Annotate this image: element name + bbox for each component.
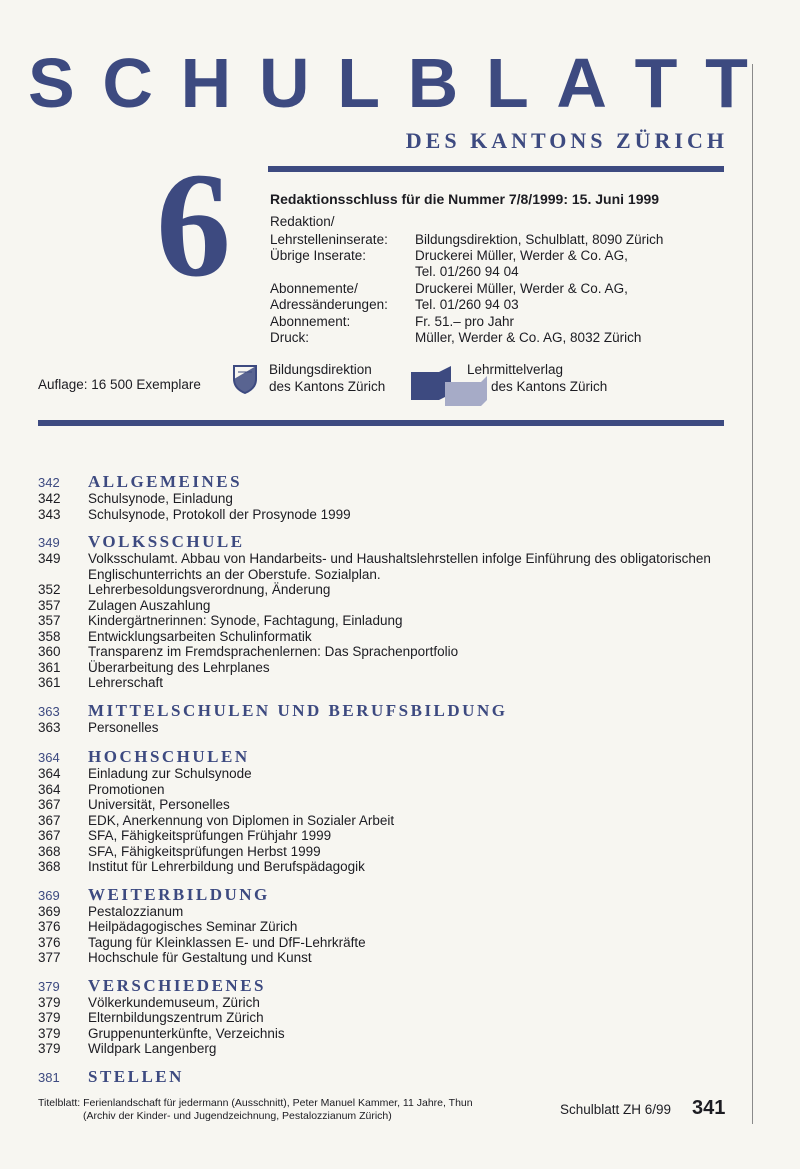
toc-entry[interactable] (38, 720, 758, 736)
toc-section-title: MITTELSCHULEN UND BERUFSBILDUNG (88, 700, 508, 720)
masthead-letter: H (180, 44, 232, 122)
journal-ref: Schulblatt ZH 6/99 (560, 1102, 672, 1117)
masthead-letter: C (102, 44, 153, 122)
table-of-contents (38, 472, 758, 1092)
toc-section-page: 381 (38, 1069, 60, 1085)
toc-section-title: VOLKSSCHULE (88, 532, 245, 551)
toc-entry-page: 379 (38, 1010, 61, 1025)
info-label: Abonnement: (270, 314, 351, 329)
info-value: Tel. 01/260 94 04 (415, 264, 519, 279)
toc-entry[interactable] (38, 904, 758, 920)
logo-line: Lehrmittelverlag (467, 362, 564, 377)
toc-entry-title: Elternbildungszentrum Zürich (88, 1010, 264, 1025)
toc-section-page: 369 (38, 887, 60, 903)
toc-entry[interactable] (38, 950, 758, 966)
toc-entry[interactable] (38, 859, 758, 875)
toc-entry-page: 343 (38, 506, 61, 522)
toc-entry-page: 379 (38, 994, 61, 1010)
toc-section (38, 976, 758, 1057)
toc-entry-page: 364 (38, 766, 61, 781)
toc-entry[interactable] (38, 644, 758, 660)
toc-entry-title: Gruppenunterkünfte, Verzeichnis (88, 1025, 285, 1041)
toc-entry[interactable] (38, 935, 758, 951)
toc-section-header[interactable] (38, 472, 758, 491)
info-label: Druck: (270, 330, 310, 345)
toc-entry[interactable] (38, 660, 758, 676)
toc-entry-page: 349 (38, 551, 61, 566)
toc-entry-page: 357 (38, 613, 61, 628)
info-label: Übrige Inserate: (270, 248, 367, 263)
info-label: Adressänderungen: (270, 297, 388, 312)
info-value: Müller, Werder & Co. AG, 8032 Zürich (415, 330, 642, 345)
toc-entry-title: Überarbeitung des Lehrplanes (88, 659, 270, 675)
toc-entry-page: 367 (38, 828, 61, 843)
toc-entry[interactable] (38, 629, 758, 645)
masthead-letter: T (634, 44, 678, 122)
toc-section-title: VERSCHIEDENES (88, 975, 266, 995)
cover-caption (38, 1097, 473, 1123)
toc-entry[interactable] (38, 844, 758, 860)
toc-entry-page: 368 (38, 843, 61, 859)
toc-entry-page: 342 (38, 491, 61, 506)
toc-section-title: ALLGEMEINES (88, 472, 243, 491)
masthead-letter: A (556, 44, 607, 122)
toc-entry-page: 363 (38, 719, 61, 735)
toc-section (38, 472, 758, 522)
toc-entry-page: 361 (38, 659, 61, 675)
logo-line: des Kantons Zürich (269, 379, 386, 394)
toc-section-title: STELLEN (88, 1066, 184, 1086)
masthead-letter: S (28, 44, 75, 122)
toc-section-page: 349 (38, 535, 60, 550)
toc-entry-title: SFA, Fähigkeitsprüfungen Frühjahr 1999 (88, 828, 332, 843)
masthead-letter: L (485, 44, 529, 122)
toc-entry-page: 357 (38, 597, 61, 613)
toc-entry[interactable] (38, 551, 758, 582)
toc-entry[interactable] (38, 766, 758, 782)
toc-entry-title: Tagung für Kleinklassen E- und DfF-Lehrkräfte (88, 934, 366, 950)
caption-line: Titelblatt: Ferienlandschaft für jedermann (Ausschnitt), Peter Manuel Kammer, 11 Jahre, Thun (38, 1097, 473, 1109)
top-divider (268, 166, 724, 172)
toc-entry-title: Universität, Personelles (88, 797, 230, 812)
toc-entry-title: Transparenz im Fremdsprachenlernen: Das Sprachenportfolio (88, 644, 459, 659)
toc-section (38, 747, 758, 875)
toc-entry[interactable] (38, 613, 758, 629)
toc-section-header[interactable] (38, 701, 758, 720)
canton-shield-icon (232, 364, 258, 399)
toc-entry-title: Entwicklungsarbeiten Schulinformatik (88, 628, 312, 644)
toc-entry[interactable] (38, 491, 758, 507)
toc-entry-title: Personelles (88, 719, 159, 735)
toc-entry-title: Wildpark Langenberg (88, 1041, 217, 1056)
masthead-letter: B (407, 44, 459, 122)
toc-section-header[interactable] (38, 976, 758, 995)
toc-entry-title: Zulagen Auszahlung (88, 597, 211, 613)
toc-entry-page: 368 (38, 859, 61, 874)
masthead-letter: U (258, 44, 310, 122)
toc-section-page: 364 (38, 750, 60, 765)
toc-entry-title: Kindergärtnerinnen: Synode, Fachtagung, Einladung (88, 613, 403, 628)
info-label: Abonnemente/ (270, 281, 358, 296)
toc-entry[interactable] (38, 782, 758, 798)
toc-entry-page: 379 (38, 1041, 61, 1056)
toc-entry-title: Institut für Lehrerbildung und Berufspädagogik (88, 859, 365, 874)
toc-section (38, 1067, 758, 1086)
toc-entry[interactable] (38, 1026, 758, 1042)
info-value: Tel. 01/260 94 03 (415, 297, 519, 312)
issue-number: 6 (156, 142, 231, 308)
toc-entry-title: Einladung zur Schulsynode (88, 766, 252, 781)
toc-entry[interactable] (38, 507, 758, 523)
toc-entry-title: Promotionen (88, 781, 165, 797)
toc-section-page: 363 (38, 703, 60, 719)
masthead-subtitle: DES KANTONS ZÜRICH (405, 128, 728, 153)
toc-entry-title: Volksschulamt. Abbau von Handarbeits- und Haushaltslehrstellen infolge Einführung des obligatorischen Englischunterrichts an der Oberstufe. Sozialplan. (88, 551, 711, 582)
toc-entry-page: 369 (38, 903, 61, 919)
toc-entry-title: EDK, Anerkennung von Diplomen in Sozialer Arbeit (88, 812, 395, 828)
toc-section-title: WEITERBILDUNG (88, 884, 270, 904)
info-label: Redaktion/ (270, 214, 335, 229)
toc-entry[interactable] (38, 1041, 758, 1057)
toc-entry-page: 376 (38, 919, 61, 934)
toc-entry-page: 376 (38, 934, 61, 950)
deadline-text: Redaktionsschluss für die Nummer 7/8/1999: 15. Juni 1999 (270, 191, 660, 207)
logo-line: Bildungsdirektion (269, 362, 372, 377)
toc-section (38, 532, 758, 691)
toc-entry[interactable] (38, 828, 758, 844)
toc-entry-page: 352 (38, 582, 61, 597)
toc-entry-page: 361 (38, 675, 61, 690)
info-value: Fr. 51.– pro Jahr (415, 314, 515, 329)
toc-section-page: 379 (38, 978, 60, 994)
toc-entry[interactable] (38, 919, 758, 935)
toc-entry-page: 360 (38, 644, 61, 659)
info-value: Bildungsdirektion, Schulblatt, 8090 Zürich (415, 232, 664, 247)
info-value: Druckerei Müller, Werder & Co. AG, (415, 248, 628, 263)
toc-section-header[interactable] (38, 532, 758, 551)
bildungsdirektion-logo-text (269, 361, 385, 395)
caption-line: (Archiv der Kinder- und Jugendzeichnung, Pestalozzianum Zürich) (83, 1110, 392, 1122)
masthead-letter: L (337, 44, 380, 122)
toc-entry[interactable] (38, 675, 758, 691)
toc-entry-page: 377 (38, 950, 61, 965)
toc-entry-title: Lehrerschaft (88, 675, 164, 690)
toc-entry-page: 364 (38, 781, 61, 797)
toc-entry-page: 367 (38, 812, 61, 828)
logo-line: des Kantons Zürich (491, 379, 608, 394)
toc-entry-title: SFA, Fähigkeitsprüfungen Herbst 1999 (88, 843, 321, 859)
toc-entry[interactable] (38, 598, 758, 614)
toc-entry-title: Lehrerbesoldungsverordnung, Änderung (88, 582, 331, 597)
toc-entry[interactable] (38, 995, 758, 1011)
toc-entry-title: Heilpädagogisches Seminar Zürich (88, 919, 298, 934)
print-run: Auflage: 16 500 Exemplare (38, 377, 201, 392)
toc-entry[interactable] (38, 813, 758, 829)
toc-section-title: HOCHSCHULEN (88, 747, 250, 766)
masthead-title (28, 38, 748, 128)
toc-section-header[interactable] (38, 885, 758, 904)
page-number: 341 (692, 1097, 726, 1119)
toc-entry-page: 379 (38, 1025, 61, 1041)
toc-entry-title: Völkerkundemuseum, Zürich (88, 994, 260, 1010)
toc-section-page: 342 (38, 475, 60, 490)
toc-entry-title: Schulsynode, Protokoll der Prosynode 1999 (88, 506, 351, 522)
toc-entry-page: 358 (38, 628, 61, 644)
toc-entry[interactable] (38, 582, 758, 598)
info-value: Druckerei Müller, Werder & Co. AG, (415, 281, 628, 296)
info-label: Lehrstelleninserate: (270, 232, 388, 247)
toc-entry-title: Hochschule für Gestaltung und Kunst (88, 950, 312, 965)
toc-entry-page: 367 (38, 797, 61, 812)
toc-section (38, 701, 758, 736)
toc-entry-title: Schulsynode, Einladung (88, 491, 233, 506)
toc-section-header[interactable] (38, 747, 758, 766)
toc-entry[interactable] (38, 1010, 758, 1026)
toc-entry[interactable] (38, 797, 758, 813)
masthead-letter: T (705, 44, 748, 122)
toc-section-header[interactable] (38, 1067, 758, 1086)
middle-divider (38, 420, 724, 426)
toc-section (38, 885, 758, 966)
toc-entry-title: Pestalozzianum (88, 903, 184, 919)
lehrmittelverlag-logo-text (453, 361, 623, 395)
